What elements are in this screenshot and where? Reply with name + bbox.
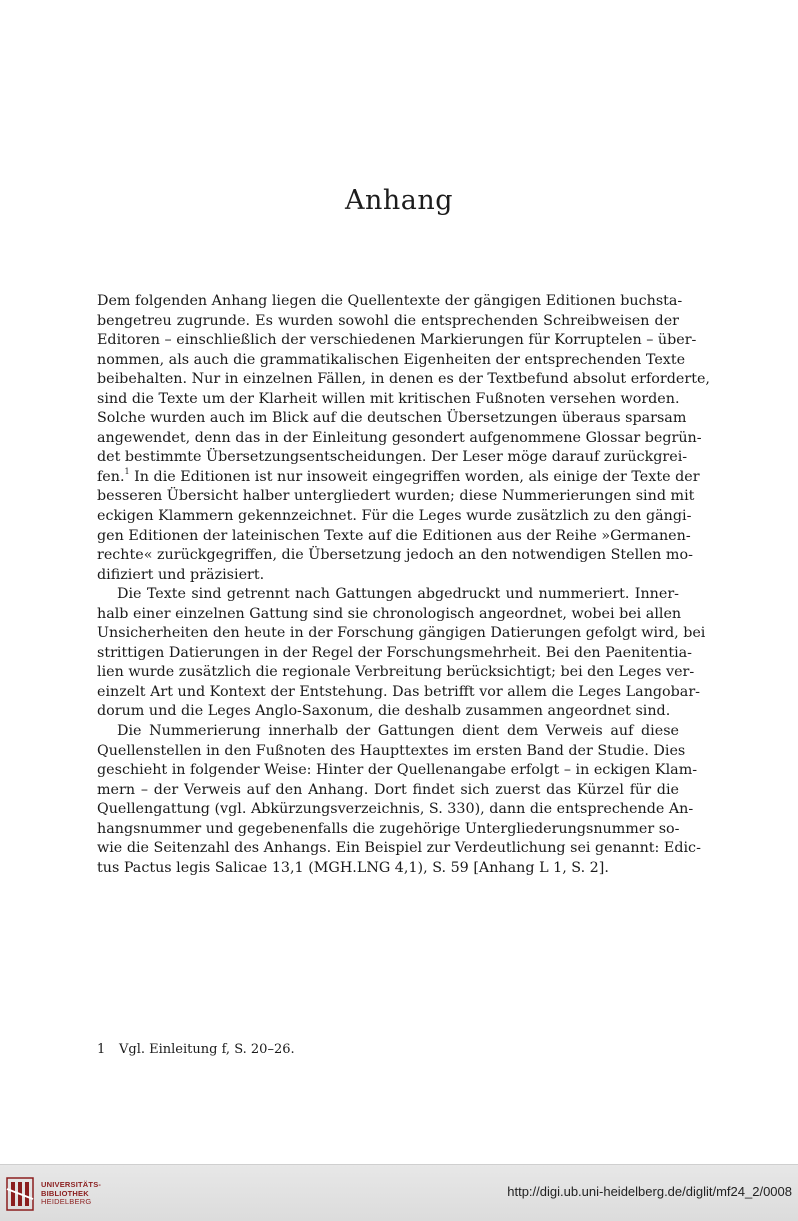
text-line: angewendet, denn das in der Einleitung gesondert aufgenommene Glossar begrün- xyxy=(97,429,702,446)
text-line: eckigen Klammern gekennzeichnet. Für die Leges wurde zusätzlich zu den gängi- xyxy=(97,508,692,525)
text-line: strittigen Datierungen in der Regel der Forschungsmehrheit. Bei den Paenitentia- xyxy=(97,644,693,661)
logo-line: HEIDELBERG xyxy=(41,1197,92,1207)
text-line: Quellenstellen in den Fußnoten des Haupttextes im ersten Band der Studie. Dies xyxy=(97,742,686,759)
text-line: geschieht in folgender Weise: Hinter der Quellenangabe erfolgt – in eckigen Klam- xyxy=(97,762,698,779)
text-fragment: fen. xyxy=(97,468,125,485)
footer-bar xyxy=(0,1164,798,1221)
paragraph-3 xyxy=(97,722,701,878)
library-logo-text xyxy=(41,1181,101,1207)
library-logo-icon xyxy=(6,1177,34,1211)
page-title: Anhang xyxy=(344,185,454,216)
text-line: halb einer einzelnen Gattung sind sie chronologisch angeordnet, wobei bei allen xyxy=(97,605,682,622)
text-line: bengetreu zugrunde. Es wurden sowohl die entsprechenden Schreibweisen der xyxy=(97,312,679,329)
text-line: Editoren – einschließlich der verschiedenen Markierungen für Korruptelen – über- xyxy=(97,332,697,349)
text-line: Solche wurden auch im Blick auf die deutschen Übersetzungen überaus sparsam xyxy=(97,410,687,427)
main-text xyxy=(97,292,710,878)
text-line: nommen, als auch die grammatikalischen Eigenheiten der entsprechenden Texte xyxy=(97,351,686,368)
text-line: hangsnummer und gegebenenfalls die zugehörige Untergliederungsnummer so- xyxy=(97,820,680,837)
text-line: det bestimmte Übersetzungsentscheidungen. Der Leser möge darauf zurückgrei- xyxy=(97,449,688,466)
logo-line: BIBLIOTHEK xyxy=(41,1188,89,1198)
text-line: Unsicherheiten den heute in der Forschung gängigen Datierungen gefolgt wird, bei xyxy=(97,625,706,642)
text-line: Die Texte sind getrennt nach Gattungen abgedruckt und nummeriert. Inner- xyxy=(117,586,679,603)
paragraph-2 xyxy=(97,585,706,722)
footnote-text: Vgl. Einleitung f, S. 20–26. xyxy=(119,1042,295,1057)
text-line: besseren Übersicht halber untergliedert wurden; diese Nummerierungen sind mit xyxy=(97,488,695,505)
text-line: rechte« zurückgegriffen, die Übersetzung jedoch an den notwendigen Stellen mo- xyxy=(97,547,693,564)
text-line: tus Pactus legis Salicae 13,1 (MGH.LNG 4,1), S. 59 [Anhang L 1, S. 2]. xyxy=(97,859,609,876)
text-line: Quellengattung (vgl. Abkürzungsverzeichnis, S. 330), dann die entsprechende An- xyxy=(97,801,694,818)
text-line-with-footnote xyxy=(97,466,700,488)
footnote-number: 1 xyxy=(97,1042,106,1057)
text-line: beibehalten. Nur in einzelnen Fällen, in denen es der Textbefund absolut erforderte, xyxy=(97,371,710,388)
text-line: dorum und die Leges Anglo-Saxonum, die deshalb zusammen angeordnet sind. xyxy=(97,703,671,720)
text-line: lien wurde zusätzlich die regionale Verbreitung berücksichtigt; bei den Leges ver- xyxy=(97,664,695,681)
footnote-reference[interactable]: 1 xyxy=(124,466,130,476)
logo-line: UNIVERSITÄTS- xyxy=(41,1180,102,1190)
paragraph-1 xyxy=(97,292,710,585)
text-line: mern – der Verweis auf den Anhang. Dort findet sich zuerst das Kürzel für die xyxy=(97,781,679,798)
footnote xyxy=(97,1042,295,1057)
text-line: gen Editionen der lateinischen Texte auf die Editionen aus der Reihe »Germanen- xyxy=(97,527,691,544)
text-line: sind die Texte um der Klarheit willen mit kritischen Fußnoten versehen worden. xyxy=(97,390,680,407)
text-line: einzelt Art und Kontext der Entstehung. Das betrifft vor allem die Leges Langobar- xyxy=(97,683,700,700)
text-line: Die Nummerierung innerhalb der Gattungen dient dem Verweis auf diese xyxy=(117,723,679,740)
text-fragment: In die Editionen ist nur insoweit eingegriffen worden, als einige der Texte der xyxy=(129,468,700,485)
page-url[interactable]: http://digi.ub.uni-heidelberg.de/diglit/mf24_2/0008 xyxy=(507,1184,792,1199)
library-logo[interactable] xyxy=(6,1177,101,1211)
text-line: Dem folgenden Anhang liegen die Quellentexte der gängigen Editionen buchsta- xyxy=(97,293,683,309)
text-line: difiziert und präzisiert. xyxy=(97,566,265,583)
text-line: wie die Seitenzahl des Anhangs. Ein Beispiel zur Verdeutlichung sei genannt: Edic- xyxy=(97,840,701,857)
